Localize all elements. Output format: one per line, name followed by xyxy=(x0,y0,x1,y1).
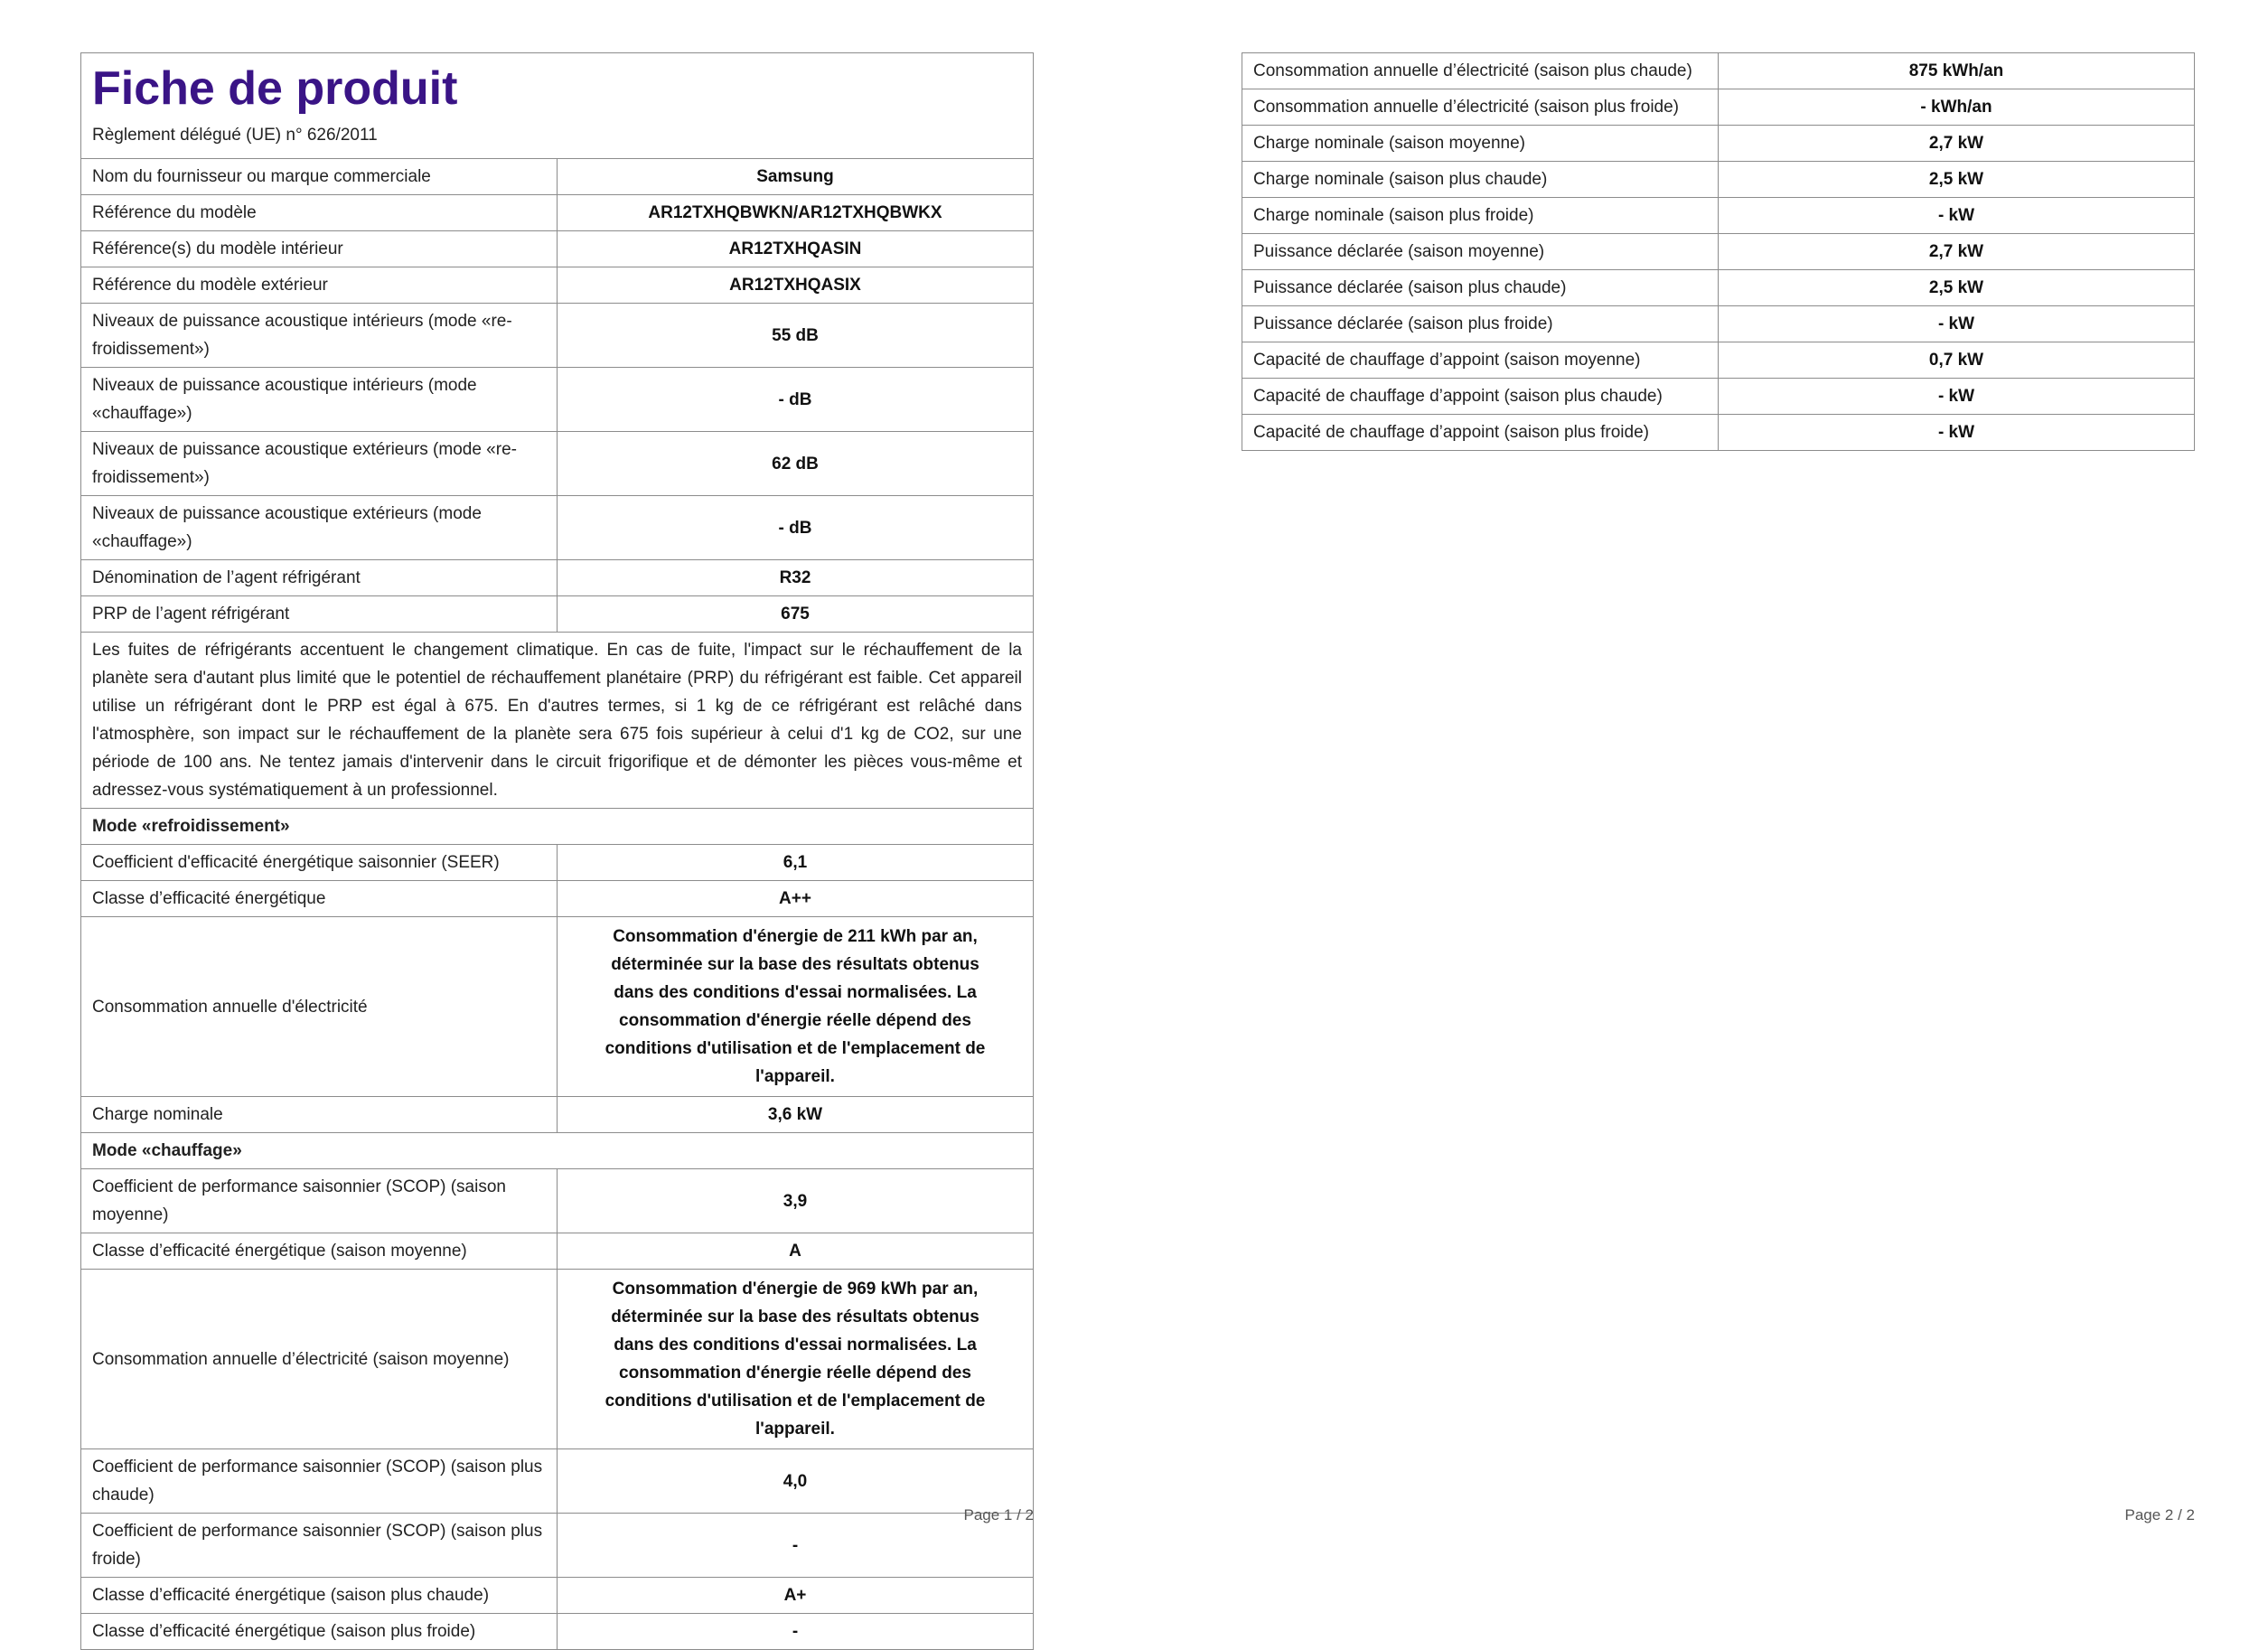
table-row xyxy=(81,231,1034,267)
row-value: 4,0 xyxy=(558,1449,1034,1514)
row-label: Consommation annuelle d’électricité (saison plus chaude) xyxy=(1242,53,1719,89)
table-row xyxy=(1242,234,2195,270)
row-value: - dB xyxy=(558,496,1034,560)
row-value: Consommation d'énergie de 211 kWh par an, déterminée sur la base des résultats obtenus dans des conditions d'essai normalisées. La consommation d'énergie réelle dépend des conditions d'utilisation et de l'emplacement de l'appareil. xyxy=(558,917,1034,1097)
page-title: Fiche de produit xyxy=(92,62,458,115)
row-label: Coefficient de performance saisonnier (SCOP) (saison plus froide) xyxy=(81,1514,558,1578)
row-label: Capacité de chauffage d’appoint (saison moyenne) xyxy=(1242,342,1719,379)
table-row xyxy=(81,368,1034,432)
table-row xyxy=(1242,89,2195,126)
row-label: Nom du fournisseur ou marque commerciale xyxy=(81,159,558,195)
table-row xyxy=(81,496,1034,560)
row-label: Capacité de chauffage d’appoint (saison plus chaude) xyxy=(1242,379,1719,415)
table-row xyxy=(1242,306,2195,342)
row-value: A++ xyxy=(558,881,1034,917)
table-row xyxy=(81,1097,1034,1133)
table-row xyxy=(81,432,1034,496)
row-value: 875 kWh/an xyxy=(1719,53,2195,89)
product-sheet-table xyxy=(80,52,1034,1650)
row-label: Dénomination de l’agent réfrigérant xyxy=(81,560,558,596)
row-value: 2,5 kW xyxy=(1719,270,2195,306)
section-row xyxy=(81,809,1034,845)
row-label: Puissance déclarée (saison plus froide) xyxy=(1242,306,1719,342)
table-row xyxy=(81,304,1034,368)
row-label: Charge nominale xyxy=(81,1097,558,1133)
row-label: Charge nominale (saison plus chaude) xyxy=(1242,162,1719,198)
row-value: A+ xyxy=(558,1578,1034,1614)
row-value: - dB xyxy=(558,368,1034,432)
refrigerant-note: Les fuites de réfrigérants accentuent le changement climatique. En cas de fuite, l'impact sur le réchauffement de la planète sera d'autant plus limité que le potentiel de réchauffement planétaire (PRP) du réfrigérant est faible. Cet appareil utilise un réfrigérant dont le PRP est égal à 675. En d'autres termes, si 1 kg de ce réfrigérant est relâché dans l'atmosphère, son impact sur le réchauffement de la planète sera 675 fois supérieur à celui d'1 kg de CO2, sur une période de 100 ans. Ne tentez jamais d'intervenir dans le circuit frigorifique et de démonter les pièces vous-même et adressez-vous systématiquement à un professionnel. xyxy=(81,633,1034,809)
row-value: AR12TXHQASIN xyxy=(558,231,1034,267)
row-label: Coefficient de performance saisonnier (SCOP) (saison moyenne) xyxy=(81,1169,558,1233)
table-row xyxy=(81,195,1034,231)
row-value: - kW xyxy=(1719,379,2195,415)
row-label: Consommation annuelle d'électricité xyxy=(81,917,558,1097)
row-label: Charge nominale (saison moyenne) xyxy=(1242,126,1719,162)
table-row xyxy=(81,1449,1034,1514)
table-row xyxy=(81,159,1034,195)
table-row xyxy=(1242,126,2195,162)
refrigerant-note-row xyxy=(81,633,1034,809)
row-label: PRP de l’agent réfrigérant xyxy=(81,596,558,633)
row-value: R32 xyxy=(558,560,1034,596)
table-row xyxy=(81,1614,1034,1650)
table-row xyxy=(81,560,1034,596)
row-value: 3,9 xyxy=(558,1169,1034,1233)
row-label: Niveaux de puissance acoustique intérieurs (mode «chauffage») xyxy=(81,368,558,432)
row-value: 2,5 kW xyxy=(1719,162,2195,198)
row-value: 55 dB xyxy=(558,304,1034,368)
row-label: Capacité de chauffage d’appoint (saison plus froide) xyxy=(1242,415,1719,451)
page-number-1: Page 1 / 2 xyxy=(963,1506,1034,1523)
table-row xyxy=(81,845,1034,881)
heating-section-heading: Mode «chauffage» xyxy=(81,1133,1034,1169)
row-label: Classe d’efficacité énergétique (saison plus froide) xyxy=(81,1614,558,1650)
table-row xyxy=(81,881,1034,917)
row-label: Référence(s) du modèle intérieur xyxy=(81,231,558,267)
title-row xyxy=(81,53,1034,159)
row-label: Référence du modèle extérieur xyxy=(81,267,558,304)
table-row xyxy=(1242,415,2195,451)
row-value: - kWh/an xyxy=(1719,89,2195,126)
regulation-subtitle: Règlement délégué (UE) n° 626/2011 xyxy=(92,126,378,145)
row-label: Puissance déclarée (saison plus chaude) xyxy=(1242,270,1719,306)
row-value: - xyxy=(558,1514,1034,1578)
table-row xyxy=(81,1270,1034,1449)
row-label: Classe d’efficacité énergétique (saison plus chaude) xyxy=(81,1578,558,1614)
table-row xyxy=(1242,270,2195,306)
row-value: A xyxy=(558,1233,1034,1270)
title-cell xyxy=(81,53,1034,159)
row-value: - kW xyxy=(1719,198,2195,234)
row-value: 3,6 kW xyxy=(558,1097,1034,1133)
page-number-2: Page 2 / 2 xyxy=(2124,1506,2195,1523)
page-1 xyxy=(80,52,1034,1650)
row-label: Classe d’efficacité énergétique xyxy=(81,881,558,917)
table-row xyxy=(81,1169,1034,1233)
table-row xyxy=(1242,53,2195,89)
row-value: - xyxy=(558,1614,1034,1650)
table-row xyxy=(1242,379,2195,415)
row-value: 675 xyxy=(558,596,1034,633)
table-row xyxy=(81,917,1034,1097)
row-label: Niveaux de puissance acoustique extérieurs (mode «chauffage») xyxy=(81,496,558,560)
row-value: - kW xyxy=(1719,306,2195,342)
row-value: 2,7 kW xyxy=(1719,126,2195,162)
row-value: 6,1 xyxy=(558,845,1034,881)
row-value: Samsung xyxy=(558,159,1034,195)
row-value: 0,7 kW xyxy=(1719,342,2195,379)
table-row xyxy=(1242,198,2195,234)
row-value: AR12TXHQBWKN/AR12TXHQBWKX xyxy=(558,195,1034,231)
row-label: Niveaux de puissance acoustique intérieurs (mode «re-froidissement») xyxy=(81,304,558,368)
table-row xyxy=(81,1578,1034,1614)
page-2 xyxy=(1242,52,2195,451)
row-value: Consommation d'énergie de 969 kWh par an, déterminée sur la base des résultats obtenus dans des conditions d'essai normalisées. La consommation d'énergie réelle dépend des conditions d'utilisation et de l'emplacement de l'appareil. xyxy=(558,1270,1034,1449)
cooling-section-heading: Mode «refroidissement» xyxy=(81,809,1034,845)
table-row xyxy=(81,596,1034,633)
row-label: Puissance déclarée (saison moyenne) xyxy=(1242,234,1719,270)
product-sheet-table-continued xyxy=(1242,52,2195,451)
row-label: Coefficient d'efficacité énergétique saisonnier (SEER) xyxy=(81,845,558,881)
row-value: 2,7 kW xyxy=(1719,234,2195,270)
row-label: Coefficient de performance saisonnier (SCOP) (saison plus chaude) xyxy=(81,1449,558,1514)
row-label: Classe d’efficacité énergétique (saison moyenne) xyxy=(81,1233,558,1270)
row-label: Référence du modèle xyxy=(81,195,558,231)
row-value: 62 dB xyxy=(558,432,1034,496)
table-row xyxy=(81,267,1034,304)
table-row xyxy=(1242,342,2195,379)
row-label: Niveaux de puissance acoustique extérieurs (mode «re-froidissement») xyxy=(81,432,558,496)
row-label: Consommation annuelle d’électricité (saison plus froide) xyxy=(1242,89,1719,126)
table-row xyxy=(1242,162,2195,198)
row-label: Charge nominale (saison plus froide) xyxy=(1242,198,1719,234)
row-value: - kW xyxy=(1719,415,2195,451)
row-value: AR12TXHQASIX xyxy=(558,267,1034,304)
table-row xyxy=(81,1233,1034,1270)
section-row xyxy=(81,1133,1034,1169)
row-label: Consommation annuelle d’électricité (saison moyenne) xyxy=(81,1270,558,1449)
